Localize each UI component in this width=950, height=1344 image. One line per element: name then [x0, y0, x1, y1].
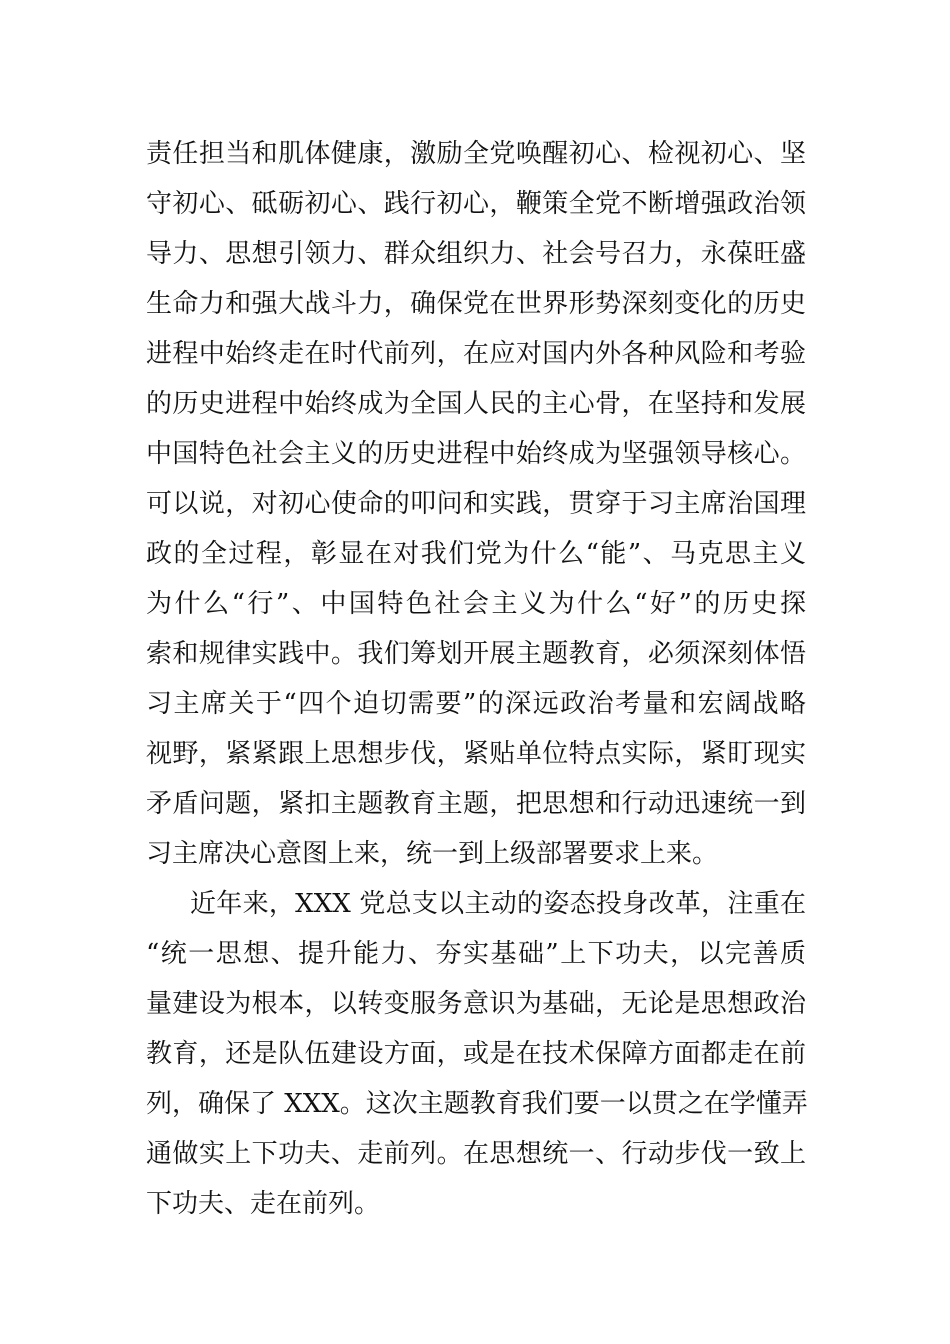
paragraph-1-line: 责任担当和肌体健康，激励全党唤醒初心、检视初心、坚 — [146, 139, 806, 169]
paragraph-2-line: 量建设为根本，以转变服务意识为基础，无论是思想政治 — [146, 989, 806, 1019]
paragraph-1-line: 导力、思想引领力、群众组织力、社会号召力，永葆旺盛 — [146, 239, 806, 269]
paragraph-1-line: 进程中始终走在时代前列，在应对国内外各种风险和考验 — [146, 339, 806, 369]
paragraph-2-line: 近年来，XXX 党总支以主动的姿态投身改革，注重在 — [190, 889, 806, 919]
paragraph-2-line: 通做实上下功夫、走前列。在思想统一、行动步伐一致上 — [146, 1139, 806, 1169]
paragraph-1-line: 的历史进程中始终成为全国人民的主心骨，在坚持和发展 — [146, 389, 806, 419]
paragraph-1-line: 中国特色社会主义的历史进程中始终成为坚强领导核心。 — [146, 439, 806, 469]
paragraph-1-line: 习主席决心意图上来，统一到上级部署要求上来。 — [146, 839, 719, 869]
paragraph-1-line: 守初心、砥砺初心、践行初心，鞭策全党不断增强政治领 — [146, 189, 806, 219]
paragraph-1-line: 政的全过程，彰显在对我们党为什么“能”、马克思主义 — [146, 539, 806, 569]
paragraph-1-line: 生命力和强大战斗力，确保党在世界形势深刻变化的历史 — [146, 289, 806, 319]
paragraph-2-line: “统一思想、提升能力、夯实基础”上下功夫，以完善质 — [146, 939, 806, 969]
paragraph-1-line: 视野，紧紧跟上思想步伐，紧贴单位特点实际，紧盯现实 — [146, 739, 806, 769]
paragraph-1-line: 习主席关于“四个迫切需要”的深远政治考量和宏阔战略 — [146, 689, 806, 719]
paragraph-2-line: 教育，还是队伍建设方面，或是在技术保障方面都走在前 — [146, 1039, 806, 1069]
paragraph-1-line: 矛盾问题，紧扣主题教育主题，把思想和行动迅速统一到 — [146, 789, 806, 819]
paragraph-2-line: 下功夫、走在前列。 — [146, 1189, 381, 1219]
paragraph-1-line: 可以说，对初心使命的叩问和实践，贯穿于习主席治国理 — [146, 489, 806, 519]
paragraph-2-line: 列，确保了 XXX。这次主题教育我们要一以贯之在学懂弄 — [146, 1089, 808, 1119]
paragraph-1-line: 索和规律实践中。我们筹划开展主题教育，必须深刻体悟 — [146, 639, 806, 669]
paragraph-1-line: 为什么“行”、中国特色社会主义为什么“好”的历史探 — [146, 589, 806, 619]
